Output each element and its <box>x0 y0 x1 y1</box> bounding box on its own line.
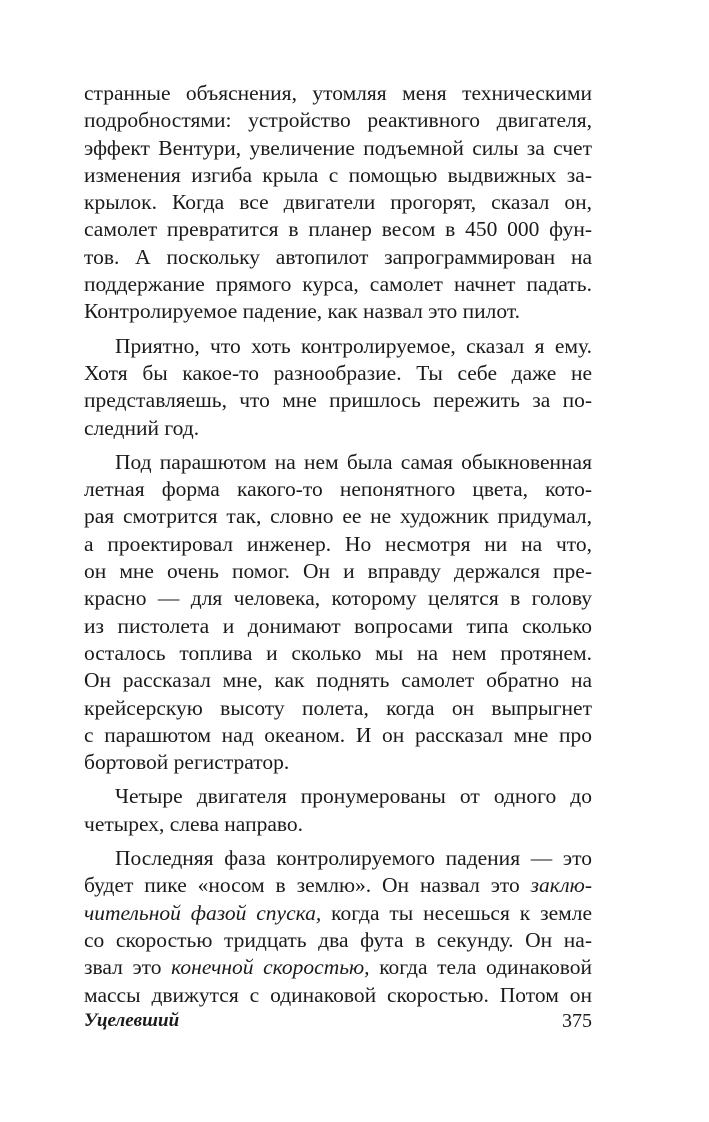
italic-term: чительной фазой спуска, <box>84 900 322 925</box>
text-line <box>84 900 592 927</box>
text-line: он мне очень помог. Он и вправду держался пре- <box>84 559 592 584</box>
text-line: красно — для человека, которому целятся в голову <box>84 586 592 611</box>
text-line: эффект Вентури, увеличение подъемной силы за счет <box>84 135 592 160</box>
paragraph-3 <box>84 449 592 777</box>
page-number: 375 <box>562 1010 592 1032</box>
text-line: крейсерскую высоту полета, когда он выпрыгнет <box>84 695 592 720</box>
text-line: Под парашютом на нем была самая обыкновенная <box>115 449 592 474</box>
text-line: следний год. <box>84 415 200 440</box>
text-line: поддержание прямого курса, самолет начнет падать. <box>84 272 592 297</box>
text-line: массы движутся с одинаковой скоростью. Потом он <box>84 982 592 1007</box>
paragraph-4 <box>84 783 592 838</box>
book-page-body <box>84 80 592 1009</box>
text-line: четырех, слева направо. <box>84 811 303 836</box>
text-line: Хотя бы какое-то разнообразие. Ты себе даже не <box>84 360 592 385</box>
text-line: Он рассказал мне, как поднять самолет обратно на <box>84 668 592 693</box>
text-line: Контролируемое падение, как назвал это пилот. <box>84 299 521 324</box>
text-line: Последняя фаза контролируемого падения — это <box>115 846 592 871</box>
text-segment: когда ты несешься к земле <box>321 900 592 925</box>
text-line: а проектировал инженер. Но несмотря ни на что, <box>84 531 592 556</box>
text-line: изменения изгиба крыла с помощью выдвижных за- <box>84 162 592 187</box>
text-line <box>84 954 592 981</box>
text-line: осталось топлива и сколько мы на нем протянем. <box>84 640 592 665</box>
text-segment: когда тела одинаковой <box>369 955 592 980</box>
text-line: тов. А поскольку автопилот запрограммирован на <box>84 244 592 269</box>
text-line: странные объяснения, утомляя меня техническими <box>84 81 592 105</box>
text-segment: звал это <box>84 955 172 980</box>
paragraph-5 <box>84 845 592 1009</box>
page-footer <box>84 1006 592 1036</box>
italic-term: заклю- <box>530 873 592 898</box>
text-line: из пистолета и донимают вопросами типа сколько <box>84 613 592 638</box>
text-line: бортовой регистратор. <box>84 750 290 775</box>
text-segment: будет пике «носом в землю». Он назвал это <box>84 873 531 898</box>
text-line: Приятно, что хоть контролируемое, сказал я ему. <box>115 333 592 358</box>
text-line: рая смотрится так, словно ее не художник придумал, <box>84 504 592 529</box>
text-line: со скоростью тридцать два фута в секунду. Он на- <box>84 927 592 952</box>
running-title: Уцелевший <box>84 1010 180 1031</box>
text-line: подробностями: устройство реактивного двигателя, <box>84 108 592 133</box>
text-line <box>84 872 592 899</box>
italic-term: конечной скоростью, <box>171 955 370 980</box>
text-line: Четыре двигателя пронумерованы от одного до <box>115 784 592 809</box>
paragraph-1 <box>84 80 592 326</box>
text-line: с парашютом над океаном. И он рассказал мне про <box>84 722 592 747</box>
text-line: крылок. Когда все двигатели прогорят, сказал он, <box>84 190 592 215</box>
text-line: представляешь, что мне пришлось пережить за по- <box>84 388 592 413</box>
text-line: самолет превратится в планер весом в 450 000 фун- <box>84 217 592 242</box>
text-line: летная форма какого-то непонятного цвета, кото- <box>84 477 592 502</box>
paragraph-2 <box>84 333 592 442</box>
